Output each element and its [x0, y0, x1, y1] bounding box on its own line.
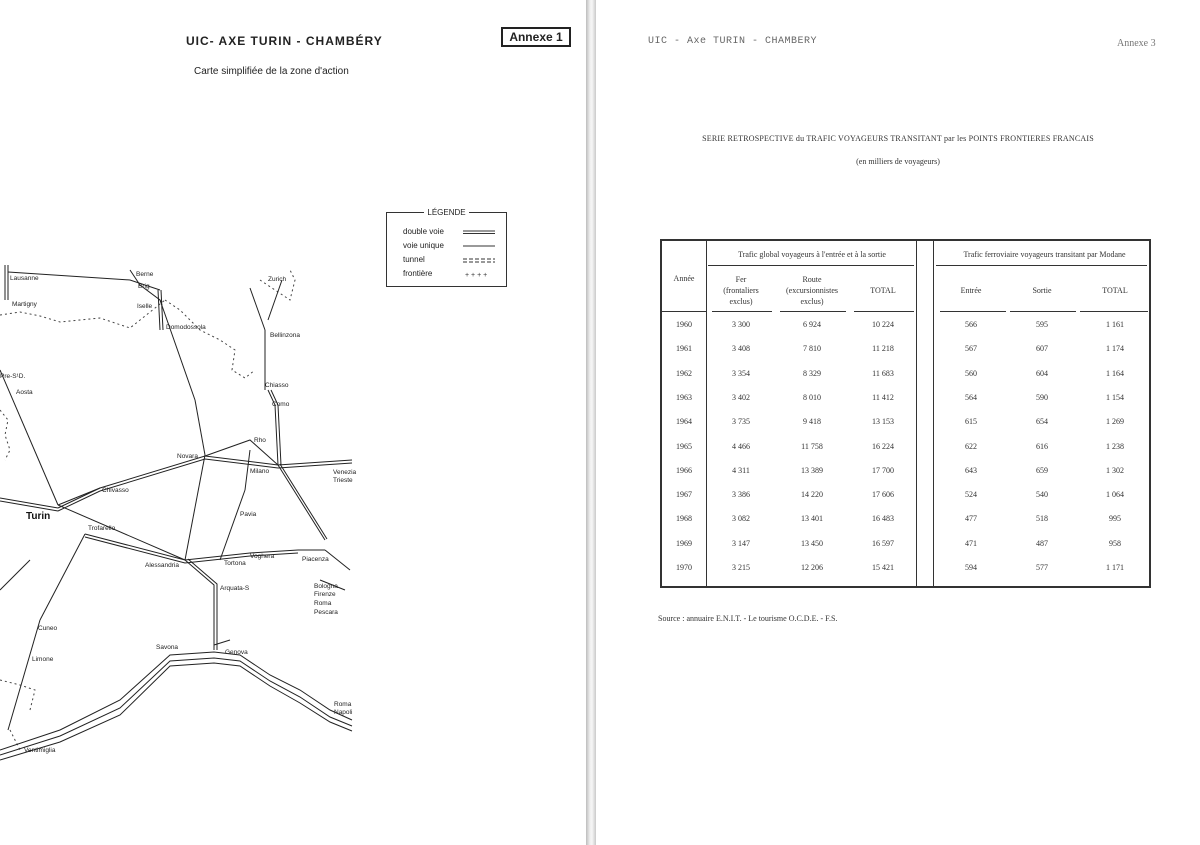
cell-fer: 3 300 [732, 320, 750, 329]
cell-route: 8 329 [803, 368, 821, 378]
cell-total-global: 16 483 [872, 514, 894, 524]
city-labels [0, 271, 357, 754]
cell-year: 1965 [676, 441, 692, 451]
cell-year: 1964 [676, 417, 692, 427]
city-tortona: Tortona [224, 560, 246, 567]
legend-label-single-track: voie unique [403, 241, 444, 250]
cell-total-modane: 1 238 [1106, 441, 1124, 451]
city-iselle: Iselle [137, 303, 153, 310]
city-trofarello: Trofarello [88, 525, 116, 532]
cell-sortie: 540 [1036, 490, 1048, 500]
cell-year: 1963 [676, 392, 692, 402]
cell-entree: 622 [965, 441, 977, 451]
double-line-symbol [463, 231, 495, 234]
cell-year: 1966 [676, 465, 692, 475]
cell-fer: 3 402 [732, 392, 750, 402]
cell-route: 7 810 [803, 344, 821, 354]
cell-total-global: 10 224 [872, 320, 894, 329]
railway-map [0, 260, 586, 780]
city-alessandria: Alessandria [145, 562, 179, 569]
cell-sortie: 577 [1036, 563, 1048, 572]
right-page-annexe-3 [596, 0, 1200, 845]
city-roma: Roma [314, 600, 332, 607]
city-arquata: Arquata-S [220, 585, 250, 592]
city-voghera: Voghera [250, 553, 275, 560]
cell-year: 1969 [676, 538, 692, 548]
cell-sortie: 654 [1036, 417, 1048, 427]
cell-total-global: 17 606 [872, 490, 894, 500]
cell-sortie: 659 [1036, 465, 1048, 475]
cell-fer: 3 354 [732, 368, 750, 378]
cell-total-modane: 958 [1109, 538, 1121, 548]
city-brig: Brig [138, 283, 150, 290]
city-pavia: Pavia [240, 511, 257, 518]
table-units: (en milliers de voyageurs) [856, 157, 940, 166]
cell-fer: 3 386 [732, 490, 750, 500]
header-entree: Entrée [960, 286, 982, 295]
city-limone: Limone [32, 656, 54, 663]
city-piacenza: Piacenza [302, 556, 329, 563]
border-lines [0, 270, 295, 750]
cell-entree: 594 [965, 563, 977, 572]
header-total-global: TOTAL [870, 286, 896, 295]
cell-sortie: 590 [1036, 392, 1048, 402]
city-napoli: Napoli [334, 709, 353, 716]
cell-fer: 3 082 [732, 514, 750, 524]
legend-label-tunnel: tunnel [403, 255, 425, 264]
cell-route: 13 450 [801, 538, 823, 548]
city-turin: Turin [26, 511, 51, 522]
cell-fer: 4 466 [732, 441, 750, 451]
city-aosta: Aosta [16, 389, 33, 396]
left-page-annexe-1 [0, 0, 586, 845]
year-column-divider [706, 241, 707, 586]
legend-title: LÉGENDE [424, 208, 468, 217]
cell-entree: 643 [965, 465, 977, 475]
cell-entree: 477 [965, 514, 977, 524]
city-bologna: Bologna [314, 583, 338, 590]
cell-total-modane: 1 064 [1106, 490, 1124, 500]
city-como: Como [272, 401, 290, 408]
cell-fer: 3 408 [732, 344, 750, 354]
city-bellinzona: Bellinzona [270, 332, 300, 339]
table-column-gap [916, 241, 934, 586]
cell-fer: 3 215 [732, 563, 750, 572]
cell-total-modane: 1 154 [1106, 392, 1124, 402]
cell-sortie: 487 [1036, 538, 1048, 548]
cell-total-modane: 1 174 [1106, 344, 1124, 354]
cell-route: 14 220 [801, 490, 823, 500]
cell-fer: 3 735 [732, 417, 750, 427]
city-lausanne: Lausanne [10, 275, 39, 282]
city-venezia: Venezia [333, 469, 357, 476]
coastline [0, 652, 352, 760]
cell-route: 11 758 [801, 441, 823, 451]
traffic-table [660, 239, 1151, 588]
cell-entree: 567 [965, 344, 977, 354]
city-roma-south: Roma [334, 701, 352, 708]
cell-year: 1960 [676, 320, 692, 329]
cell-total-global: 11 218 [872, 344, 894, 354]
cell-entree: 566 [965, 320, 977, 329]
cell-entree: 524 [965, 490, 977, 500]
city-firenze: Firenze [314, 591, 336, 598]
city-pescara: Pescara [314, 609, 338, 616]
cell-sortie: 607 [1036, 344, 1048, 354]
cell-entree: 564 [965, 392, 977, 402]
cell-sortie: 604 [1036, 368, 1048, 378]
cell-sortie: 518 [1036, 514, 1048, 524]
city-zurich: Zurich [268, 276, 287, 283]
cell-year: 1970 [676, 563, 692, 572]
cell-route: 8 010 [803, 392, 821, 402]
cell-entree: 471 [965, 538, 977, 548]
header-sortie: Sortie [1032, 286, 1052, 295]
header-total-modane: TOTAL [1102, 286, 1128, 295]
map-subtitle: Carte simplifiée de la zone d'action [194, 66, 349, 77]
cell-year: 1961 [676, 344, 692, 354]
city-chiasso: Chiasso [265, 382, 289, 389]
cell-total-global: 11 683 [872, 368, 894, 378]
cell-entree: 615 [965, 417, 977, 427]
header-global-traffic: Trafic global voyageurs à l'entrée et à la sortie [738, 250, 886, 259]
cell-total-global: 13 153 [872, 417, 894, 427]
table-source: Source : annuaire E.N.I.T. - Le tourisme O.C.D.E. - F.S. [658, 614, 838, 623]
book-gutter [586, 0, 596, 845]
city-chivasso: Chivasso [102, 487, 129, 494]
header-modane-traffic: Trafic ferroviaire voyageurs transitant par Modane [963, 250, 1126, 259]
cell-route: 13 401 [801, 514, 823, 524]
cell-total-modane: 1 171 [1106, 563, 1124, 572]
city-milano: Milano [250, 468, 270, 475]
cell-total-global: 15 421 [872, 563, 894, 572]
legend-label-border: frontière [403, 269, 433, 278]
city-savona: Savona [156, 644, 179, 651]
city-cuneo: Cuneo [38, 625, 58, 632]
city-berne: Berne [136, 271, 154, 278]
city-rho: Rho [254, 437, 266, 444]
city-trieste: Trieste [333, 477, 353, 484]
header-route: Route (excursionnistes exclus) [786, 275, 838, 306]
cell-route: 6 924 [803, 320, 821, 329]
cell-year: 1962 [676, 368, 692, 378]
cell-year: 1967 [676, 490, 692, 500]
cell-total-modane: 1 302 [1106, 465, 1124, 475]
table-heading: SERIE RETROSPECTIVE du TRAFIC VOYAGEURS TRANSITANT par les POINTS FRONTIERES FRANCAIS [702, 134, 1094, 143]
legend-label-double-track: double voie [403, 227, 444, 236]
city-genova: Genova [225, 649, 248, 656]
cell-total-global: 11 412 [872, 392, 894, 402]
border-crosses-symbol: + + + + [465, 272, 488, 279]
map-page-title: UIC- AXE TURIN - CHAMBÉRY [186, 34, 383, 48]
table-page-title: UIC - Axe TURIN - CHAMBERY [648, 36, 818, 47]
cell-route: 9 418 [803, 417, 821, 427]
cell-total-modane: 995 [1109, 514, 1121, 524]
cell-fer: 3 147 [732, 538, 750, 548]
annex-1-box: Annexe 1 [501, 27, 571, 47]
header-fer: Fer (frontaliers exclus) [723, 275, 759, 306]
cell-route: 12 206 [801, 563, 823, 572]
city-domodossola: Domodossola [166, 324, 206, 331]
cell-total-modane: 1 161 [1106, 320, 1124, 329]
cell-year: 1968 [676, 514, 692, 524]
cell-total-global: 16 597 [872, 538, 894, 548]
cell-route: 13 389 [801, 465, 823, 475]
cell-total-modane: 1 269 [1106, 417, 1124, 427]
annex-3-label: Annexe 3 [1117, 38, 1156, 49]
cell-total-global: 16 224 [872, 441, 894, 451]
header-year: Année [673, 274, 695, 283]
city-novara: Novara [177, 453, 198, 460]
cell-total-modane: 1 164 [1106, 368, 1124, 378]
cell-total-global: 17 700 [872, 465, 894, 475]
cell-fer: 4 311 [732, 465, 750, 475]
city-ventimiglia: Ventimiglia [24, 747, 56, 754]
city-pre-st-didier: Pre-S¹D. [0, 373, 26, 380]
cell-sortie: 595 [1036, 320, 1048, 329]
cell-entree: 560 [965, 368, 977, 378]
city-martigny: Martigny [12, 301, 37, 308]
cell-sortie: 616 [1036, 441, 1048, 451]
